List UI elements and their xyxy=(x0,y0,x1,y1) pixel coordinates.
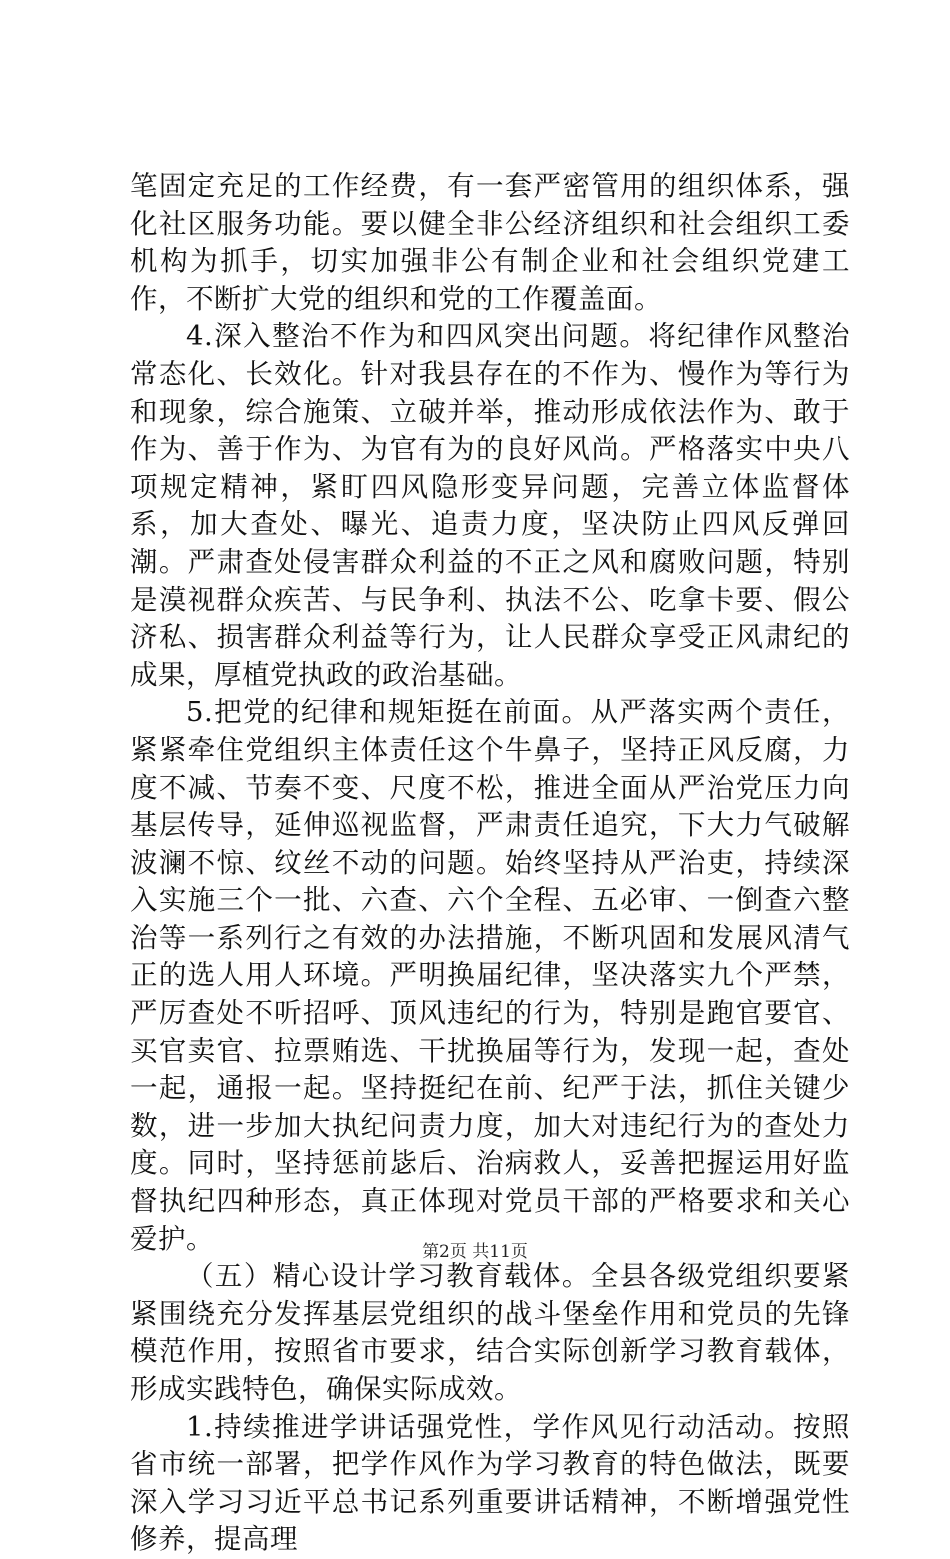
document-body xyxy=(130,168,850,1559)
paragraph-1: 笔固定充足的工作经费，有一套严密管用的组织体系，强化社区服务功能。要以健全非公经济组织和社会组织工委机构为抓手，切实加强非公有制企业和社会组织党建工作，不断扩大党的组织和党的工作覆盖面。 xyxy=(130,170,850,315)
paragraph-2: 4.深入整治不作为和四风突出问题。将纪律作风整治常态化、长效化。针对我县存在的不作为、慢作为等行为和现象，综合施策、立破并举，推动形成依法作为、敢于作为、善于作为、为官有为的良好风尚。严格落实中央八项规定精神，紧盯四风隐形变异问题，完善立体监督体系，加大查处、曝光、追责力度，坚决防止四风反弹回潮。严肃查处侵害群众利益的不正之风和腐败问题，特别是漠视群众疾苦、与民争利、执法不公、吃拿卡要、假公济私、损害群众利益等行为，让人民群众享受正风肃纪的成果，厚植党执政的政治基础。 xyxy=(130,320,850,691)
paragraph-4: （五）精心设计学习教育载体。全县各级党组织要紧紧围绕充分发挥基层党组织的战斗堡垒作用和党员的先锋模范作用，按照省市要求，结合实际创新学习教育载体，形成实践特色，确保实际成效。 xyxy=(130,1260,850,1405)
page-number: 第2页 共11页 xyxy=(422,1242,528,1262)
paragraph-3: 5.把党的纪律和规矩挺在前面。从严落实两个责任，紧紧牵住党组织主体责任这个牛鼻子，坚持正风反腐，力度不减、节奏不变、尺度不松，推进全面从严治党压力向基层传导，延伸巡视监督，严肃责任追究，下大力气破解波澜不惊、纹丝不动的问题。始终坚持从严治吏，持续深入实施三个一批、六查、六个全程、五必审、一倒查六整治等一系列行之有效的办法措施，不断巩固和发展风清气正的选人用人环境。严明换届纪律，坚决落实九个严禁，严厉查处不听招呼、顶风违纪的行为，特别是跑官要官、买官卖官、拉票贿选、干扰换届等行为，发现一起，查处一起，通报一起。坚持挺纪在前、纪严于法，抓住关键少数，进一步加大执纪问责力度，加大对违纪行为的查处力度。同时，坚持惩前毖后、治病救人，妥善把握运用好监督执纪四种形态，真正体现对党员干部的严格要求和关心爱护。 xyxy=(130,696,850,1255)
page-footer xyxy=(0,1241,950,1263)
paragraph-5: 1.持续推进学讲话强党性，学作风见行动活动。按照省市统一部署，把学作风作为学习教育的特色做法，既要深入学习习近平总书记系列重要讲话精神，不断增强党性修养，提高理 xyxy=(130,1410,850,1556)
